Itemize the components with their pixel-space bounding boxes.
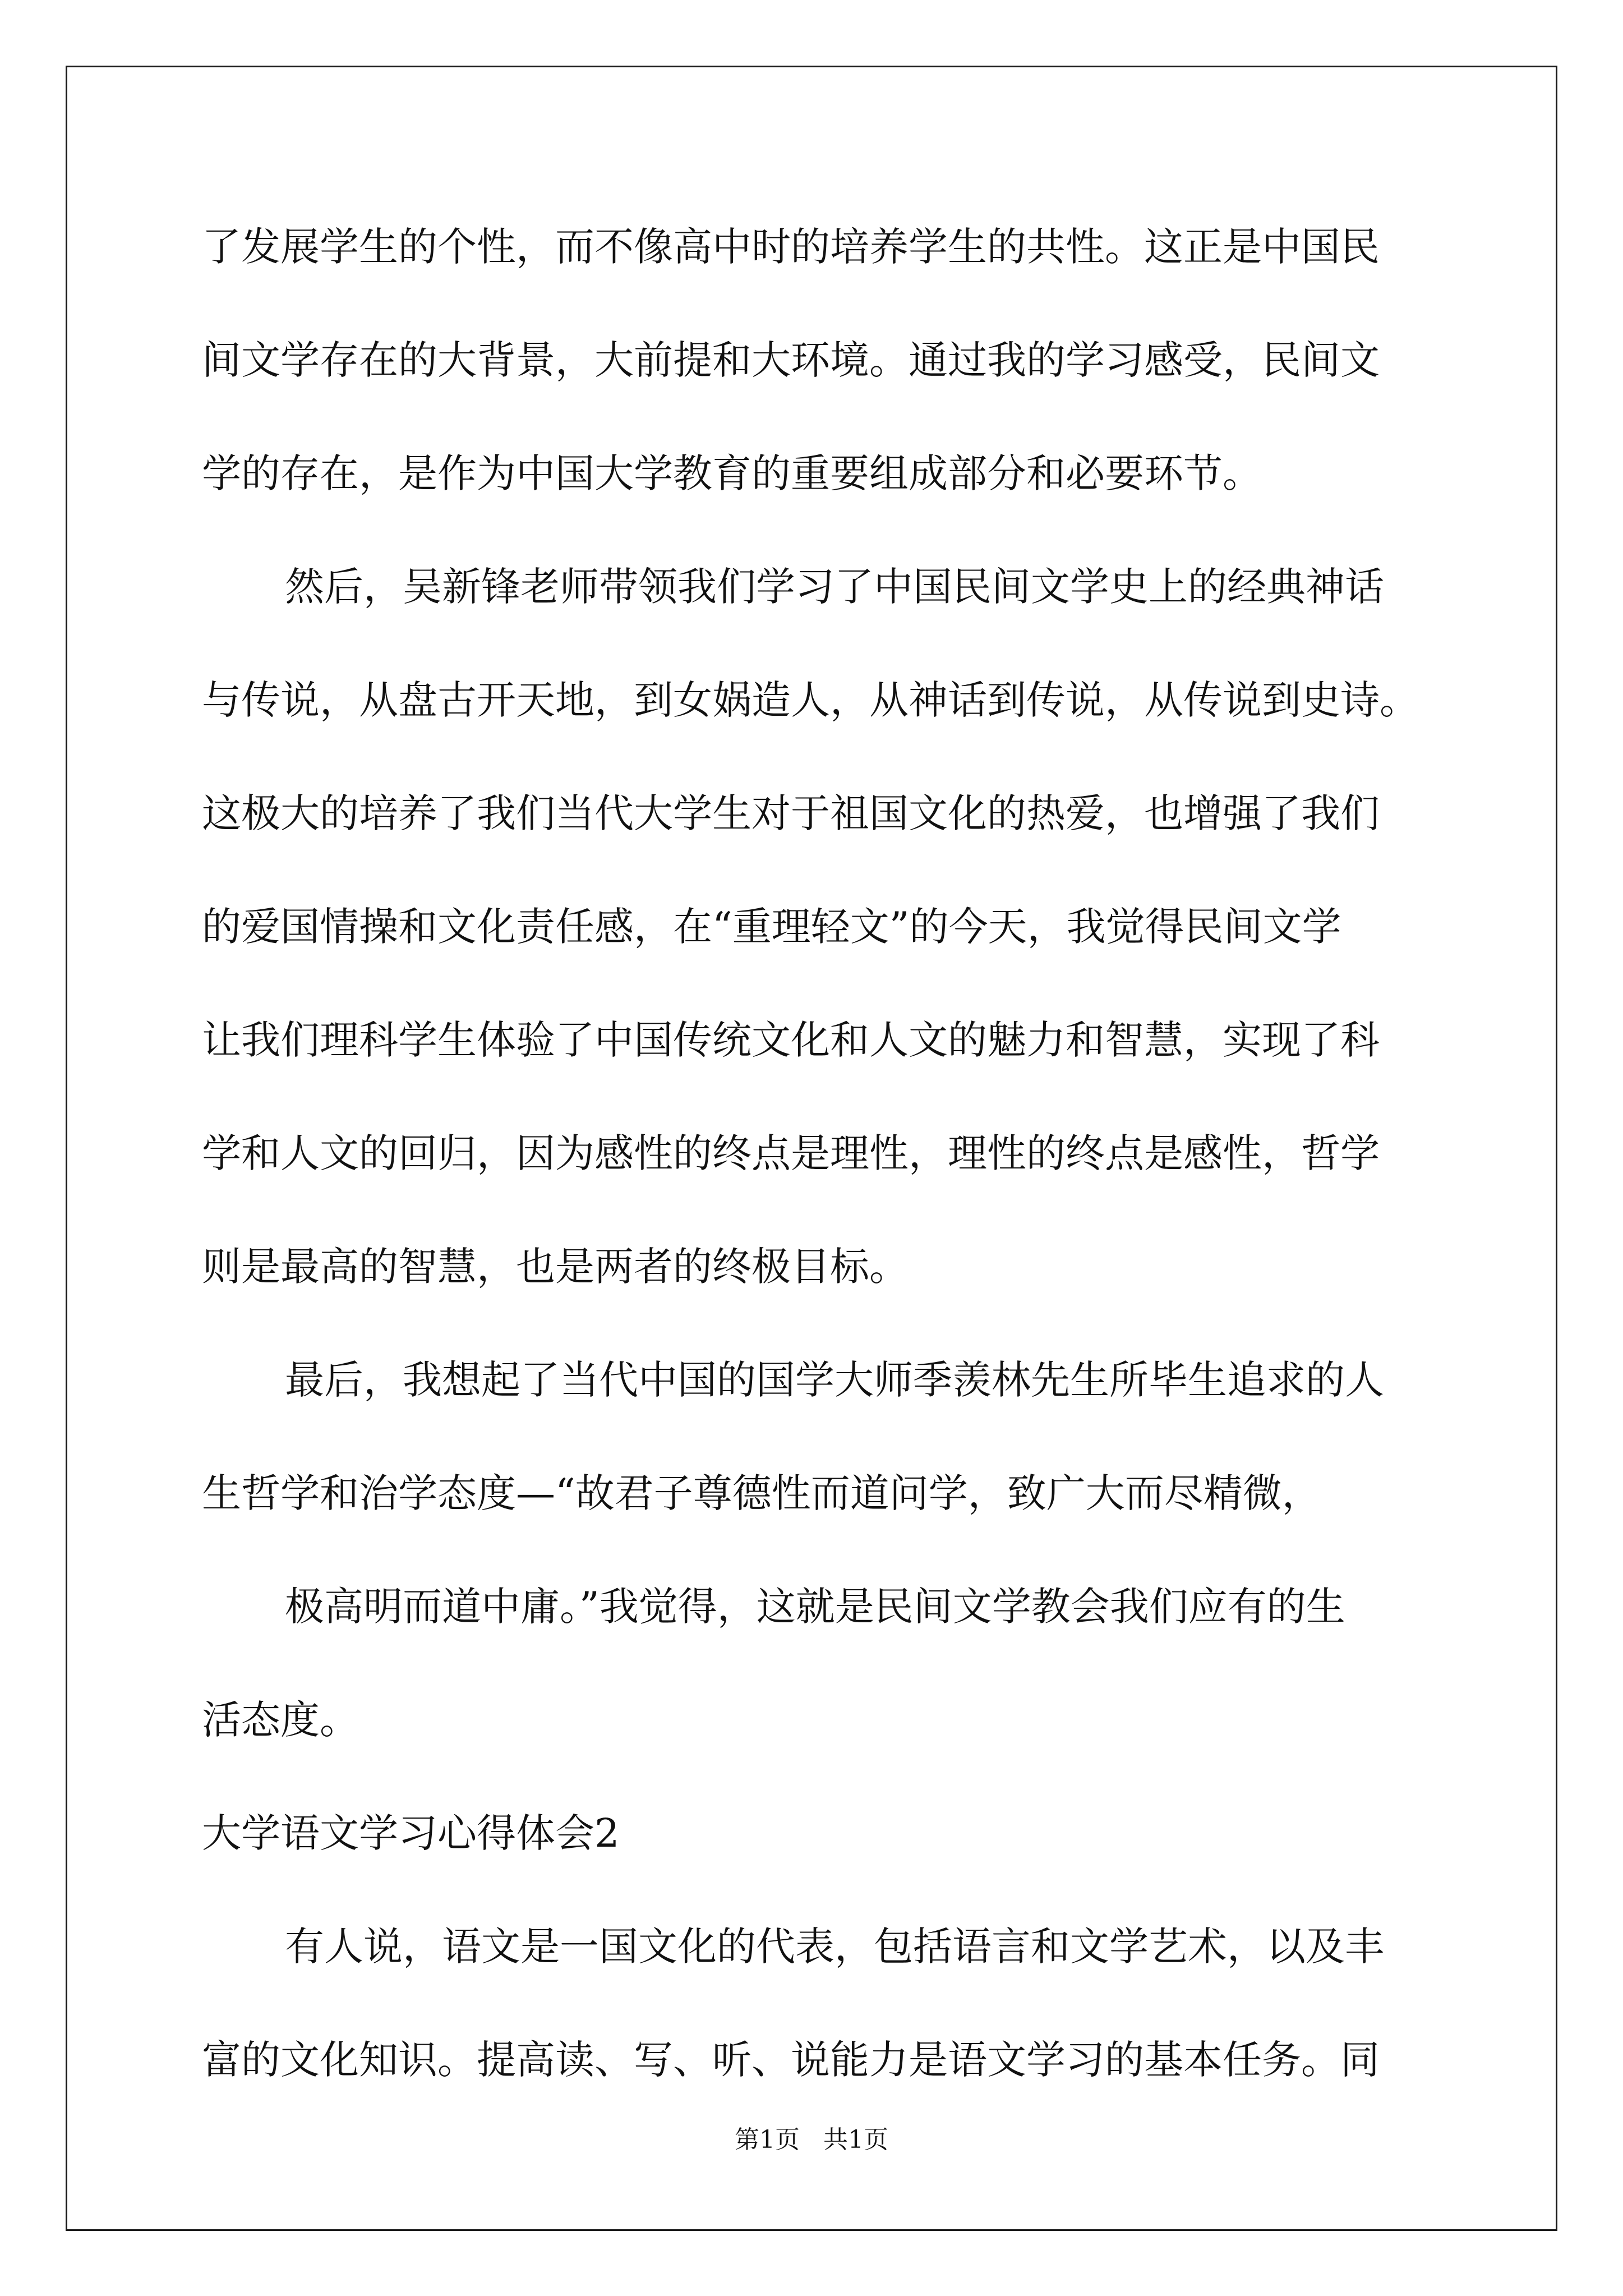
paragraph-start-line: 有人说，语文是一国文化的代表，包括语言和文学艺术，以及丰 [285,1924,1384,1970]
body-line: 学的存在，是作为中国大学教育的重要组成部分和必要环节。 [202,450,1262,496]
body-line: 与传说，从盘古开天地，到女娲造人，从神话到传说，从传说到史诗。 [202,677,1419,723]
body-line: 间文学存在的大背景，大前提和大环境。通过我的学习感受，民间文 [202,337,1380,383]
document-body [202,220,1424,2146]
body-line: 让我们理科学生体验了中国传统文化和人文的魅力和智慧，实现了科 [202,1017,1380,1063]
paragraph-start-line: 极高明而道中庸。”我觉得，这就是民间文学教会我们应有的生 [285,1584,1345,1630]
paragraph-start-line: 最后，我想起了当代中国的国学大师季羡林先生所毕生追求的人 [285,1357,1384,1403]
body-line: 生哲学和治学态度—“故君子尊德性而道问学，致广大而尽精微， [202,1470,1321,1516]
section-heading: 大学语文学习心得体会2 [202,1810,620,1856]
page-footer: 第1页 共1页 [735,2125,888,2154]
body-line: 学和人文的回归，因为感性的终点是理性，理性的终点是感性，哲学 [202,1130,1380,1176]
body-line: 的爱国情操和文化责任感，在“重理轻文”的今天，我觉得民间文学 [202,904,1341,950]
body-line: 了发展学生的个性，而不像高中时的培养学生的共性。这正是中国民 [202,224,1380,270]
body-line: 则是最高的智慧，也是两者的终极目标。 [202,1244,909,1290]
paragraph-start-line: 然后，吴新锋老师带领我们学习了中国民间文学史上的经典神话 [285,564,1384,610]
body-line: 这极大的培养了我们当代大学生对于祖国文化的热爱，也增强了我们 [202,790,1380,836]
body-line: 活态度。 [202,1697,359,1743]
body-line: 富的文化知识。提高读、写、听、说能力是语文学习的基本任务。同 [202,2037,1380,2083]
